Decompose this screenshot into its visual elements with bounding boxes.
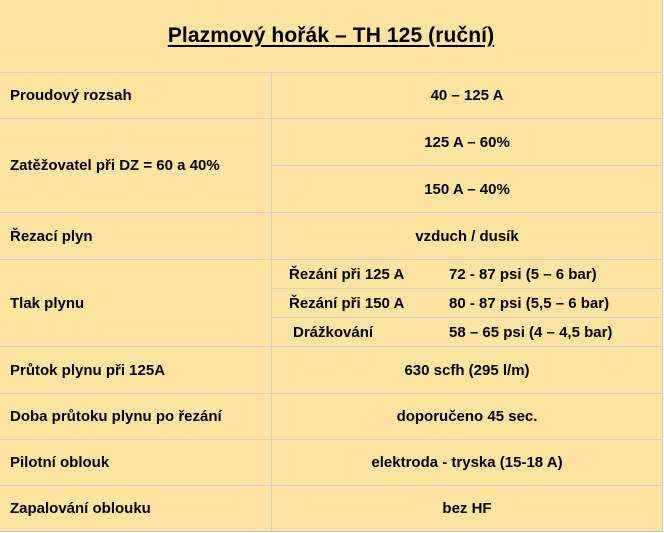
pressure-value-gouging: 58 – 65 psi (4 – 4,5 bar) [449, 323, 613, 341]
current-range-label: Proudový rozsah [10, 87, 132, 104]
arc-ignition-value: bez HF [442, 500, 492, 517]
table-title: Plazmový hořák – TH 125 (ruční) [167, 24, 495, 47]
cutting-gas-value: vzduch / dusík [415, 227, 519, 245]
pressure-value-cut-150: 80 - 87 psi (5,5 – 6 bar) [449, 294, 610, 312]
pilot-arc-label: Pilotní oblouk [10, 454, 110, 471]
gas-pressure-label: Tlak plynu [10, 294, 85, 312]
pressure-mode-gouging: Drážkování [293, 323, 374, 341]
current-range-value: 40 – 125 A [430, 87, 504, 104]
duty-cycle-value-60: 125 A – 60% [424, 133, 510, 151]
table-title-cell [0, 0, 662, 72]
pressure-value-cut-125: 72 - 87 psi (5 – 6 bar) [449, 265, 597, 283]
pressure-mode-cut-150: Řezání při 150 A [289, 294, 405, 312]
arc-ignition-label: Zapalování oblouku [10, 500, 151, 517]
pressure-mode-cut-125: Řezání při 125 A [289, 265, 405, 283]
gas-flow-label: Průtok plynu při 125A [10, 361, 166, 379]
gas-flow-value: 630 scfh (295 l/m) [404, 361, 530, 379]
postflow-value: doporučeno 45 sec. [396, 408, 538, 425]
pilot-arc-value: elektroda - tryska (15-18 A) [371, 454, 563, 471]
duty-cycle-label: Zatěžovatel při DZ = 60 a 40% [10, 157, 220, 174]
duty-cycle-value-40: 150 A – 40% [424, 180, 510, 198]
postflow-label: Doba průtoku plynu po řezání [10, 408, 222, 425]
cutting-gas-label: Řezací plyn [10, 227, 93, 245]
